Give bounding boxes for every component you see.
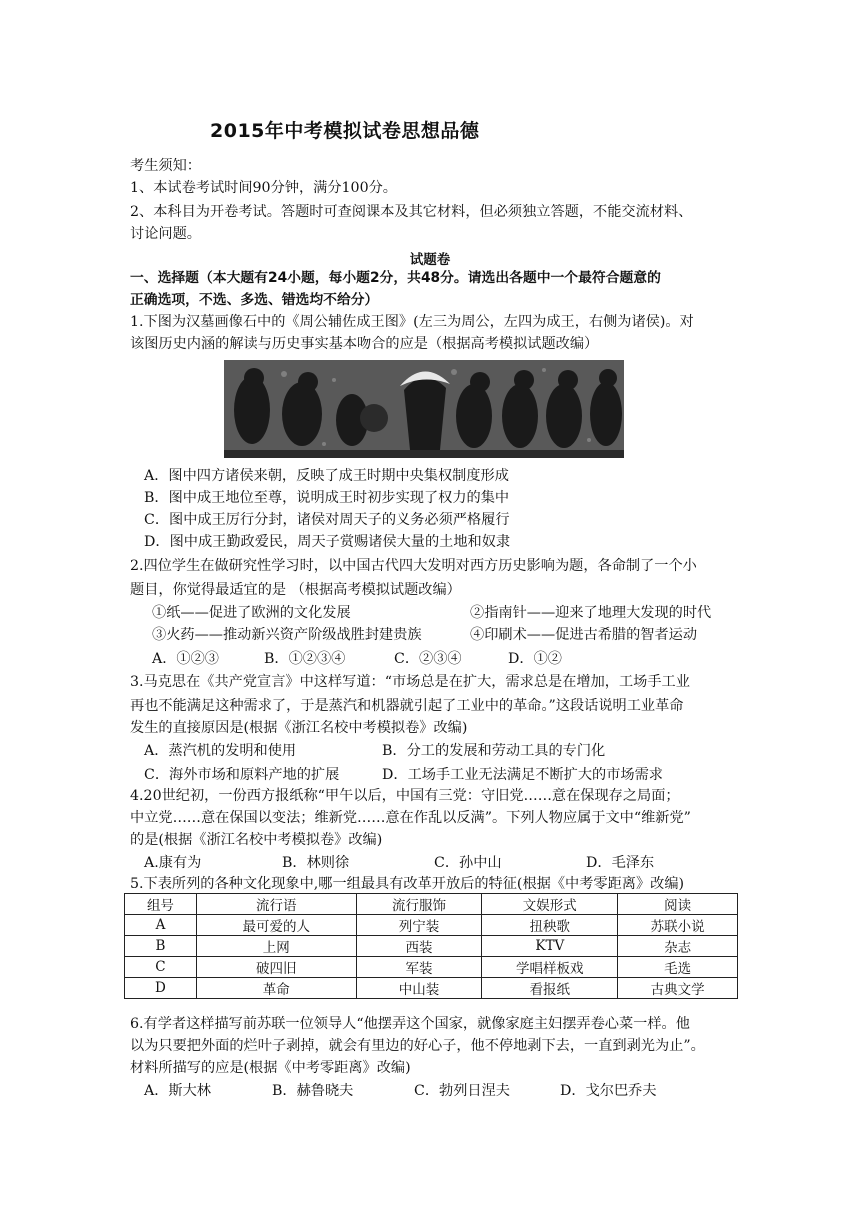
question-6-option: C．勃列日涅夫 xyxy=(414,1083,510,1099)
question-6-stem: 材料所描写的应是(根据《中考零距离》改编) xyxy=(130,1060,411,1076)
question-1-option: C．图中成王厉行分封，诸侯对周天子的义务必须严格履行 xyxy=(144,512,510,528)
question-2-item: ①纸——促进了欧洲的文化发展 xyxy=(152,605,351,621)
question-4-stem: 的是(根据《浙江名校中考模拟卷》改编) xyxy=(130,832,383,848)
table-cell: 看报纸 xyxy=(482,978,618,999)
table-cell: 最可爱的人 xyxy=(196,915,356,936)
question-4-option: A.康有为 xyxy=(144,855,202,871)
table-cell: A xyxy=(125,915,197,936)
question-3-option: C．海外市场和原料产地的扩展 xyxy=(144,767,340,783)
table-header-cell: 文娱形式 xyxy=(482,894,618,915)
table-row xyxy=(125,915,738,936)
notice-item: 1、本试卷考试时间90分钟，满分100分。 xyxy=(130,180,397,196)
table-header-cell: 组号 xyxy=(125,894,197,915)
question-1-option: D．图中成王勤政爱民，周天子赏赐诸侯大量的土地和奴隶 xyxy=(144,534,511,550)
table-header-cell: 流行服饰 xyxy=(356,894,482,915)
question-3-option: D．工场手工业无法满足不断扩大的市场需求 xyxy=(382,767,663,783)
question-5-stem: 5.下表所列的各种文化现象中,哪一组最具有改革开放后的特征(根据《中考零距离》改编) xyxy=(130,876,685,892)
question-4-stem: 中立党……意在保国以变法；维新党……意在作乱以反满”。下列人物应属于文中“维新党” xyxy=(130,810,691,826)
table-cell: 中山装 xyxy=(356,978,482,999)
question-2-stem: 题目，你觉得最适宜的是 （根据高考模拟试题改编） xyxy=(130,582,461,598)
notice-item: 2、本科目为开卷考试。答题时可查阅课本及其它材料，但必须独立答题，不能交流材料、 xyxy=(130,204,693,220)
section-label: 试题卷 xyxy=(409,252,451,268)
notice-item: 讨论问题。 xyxy=(130,226,201,242)
page-title: 2015年中考模拟试卷思想品德 xyxy=(210,120,480,142)
table-cell: 西装 xyxy=(356,936,482,957)
question-1-stem: 1.下图为汉墓画像石中的《周公辅佐成王图》(左三为周公，左四为成王，右侧为诸侯)。对 xyxy=(130,314,694,330)
question-3-option: A．蒸汽机的发明和使用 xyxy=(144,743,297,759)
question-1-option: B．图中成王地位至尊，说明成王时初步实现了权力的集中 xyxy=(144,490,510,506)
question-6-stem: 6.有学者这样描写前苏联一位领导人“他摆弄这个国家，就像家庭主妇摆弄卷心菜一样。他 xyxy=(130,1016,690,1032)
section-heading: 一、选择题（本大题有24小题，每小题2分，共48分。请选出各题中一个最符合题意的 xyxy=(130,270,661,286)
table-header-row xyxy=(125,894,738,915)
table-cell: 列宁装 xyxy=(356,915,482,936)
question-4-stem: 4.20世纪初，一份西方报纸称“甲午以后，中国有三党：守旧党……意在保现存之局面； xyxy=(130,788,680,804)
table-cell: B xyxy=(125,936,197,957)
table-header-cell: 阅读 xyxy=(618,894,738,915)
notice-heading: 考生须知： xyxy=(130,158,201,174)
question-3-stem: 再也不能满足这种需求了，于是蒸汽和机器就引起了工业中的革命。”这段话说明工业革命 xyxy=(130,698,684,714)
table-cell: 古典文学 xyxy=(618,978,738,999)
question-2-item: ③火药——推动新兴资产阶级战胜封建贵族 xyxy=(152,627,422,643)
stone-relief-image xyxy=(224,360,624,458)
question-2-option: D．①② xyxy=(508,651,562,667)
question-4-option: C．孙中山 xyxy=(434,855,502,871)
question-2-item: ②指南针——迎来了地理大发现的时代 xyxy=(470,605,712,621)
table-cell: 学唱样板戏 xyxy=(482,957,618,978)
question-1-option: A．图中四方诸侯来朝，反映了成王时期中央集权制度形成 xyxy=(144,468,509,484)
table-cell: KTV xyxy=(482,936,618,957)
table-cell: 军装 xyxy=(356,957,482,978)
table-header-cell: 流行语 xyxy=(196,894,356,915)
question-3-option: B．分工的发展和劳动工具的专门化 xyxy=(382,743,606,759)
question-2-option: C．②③④ xyxy=(394,651,462,667)
section-heading: 正确选项，不选、多选、错选均不给分） xyxy=(130,292,379,308)
culture-table xyxy=(124,893,738,999)
question-2-option: B．①②③④ xyxy=(264,651,346,667)
table-cell: 毛选 xyxy=(618,957,738,978)
question-3-stem: 3.马克思在《共产党宣言》中这样写道：“市场总是在扩大，需求总是在增加，工场手工业 xyxy=(130,674,690,690)
table-cell: 破四旧 xyxy=(196,957,356,978)
question-2-option: A．①②③ xyxy=(152,651,219,667)
table-row xyxy=(125,978,738,999)
table-cell: 苏联小说 xyxy=(618,915,738,936)
table-cell: C xyxy=(125,957,197,978)
table-cell: 杂志 xyxy=(618,936,738,957)
table-row xyxy=(125,936,738,957)
table-cell: D xyxy=(125,978,197,999)
question-1-stem: 该图历史内涵的解读与历史事实基本吻合的应是（根据高考模拟试题改编） xyxy=(130,336,599,352)
table-cell: 扭秧歌 xyxy=(482,915,618,936)
question-2-stem: 2.四位学生在做研究性学习时，以中国古代四大发明对西方历史影响为题，各命制了一个小 xyxy=(130,558,697,574)
question-6-option: B．赫鲁晓夫 xyxy=(272,1083,354,1099)
question-3-stem: 发生的直接原因是(根据《浙江名校中考模拟卷》改编) xyxy=(130,720,468,736)
question-2-item: ④印刷术——促进古希腊的智者运动 xyxy=(470,627,698,643)
table-cell: 革命 xyxy=(196,978,356,999)
table-row xyxy=(125,957,738,978)
question-6-stem: 以为只要把外面的烂叶子剥掉，就会有里边的好心子，他不停地剥下去，一直到剥光为止”。 xyxy=(130,1038,705,1054)
question-4-option: D．毛泽东 xyxy=(586,855,655,871)
question-6-option: D．戈尔巴乔夫 xyxy=(560,1083,657,1099)
question-4-option: B．林则徐 xyxy=(282,855,350,871)
question-6-option: A．斯大林 xyxy=(144,1083,211,1099)
table-cell: 上网 xyxy=(196,936,356,957)
